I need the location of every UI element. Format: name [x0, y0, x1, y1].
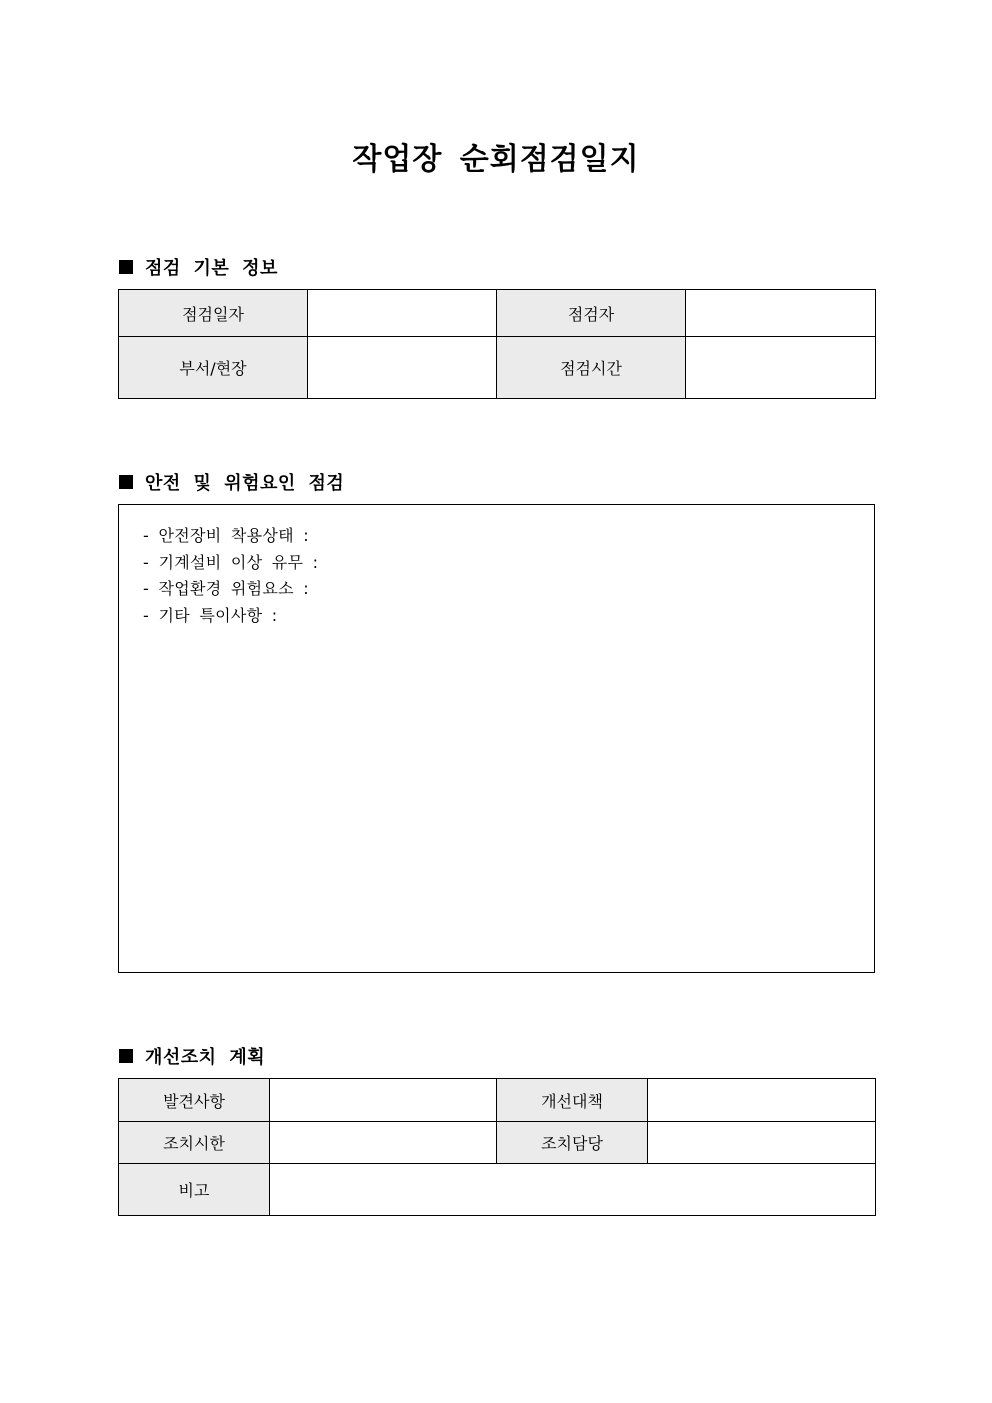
label-inspection-time: 점검시간: [497, 337, 686, 399]
improvement-table: [118, 1078, 876, 1216]
action-owner-field[interactable]: [648, 1122, 876, 1164]
section-heading-hazard-check: [119, 469, 344, 495]
table-row: [119, 1122, 876, 1164]
label-action-owner: 조치담당: [497, 1122, 648, 1164]
corrective-measures-field[interactable]: [648, 1079, 876, 1122]
action-deadline-field[interactable]: [270, 1122, 497, 1164]
label-inspector: 점검자: [497, 290, 686, 337]
label-department-site: 부서/현장: [119, 337, 308, 399]
table-row: [119, 290, 876, 337]
table-row: [119, 337, 876, 399]
section-heading-label: 개선조치 계획: [145, 1047, 266, 1068]
table-row: [119, 1079, 876, 1122]
hazard-check-list: [143, 523, 318, 630]
label-remarks: 비고: [119, 1164, 270, 1216]
black-square-icon: [119, 260, 133, 274]
remarks-field[interactable]: [270, 1164, 876, 1216]
findings-field[interactable]: [270, 1079, 497, 1122]
table-row: [119, 1164, 876, 1216]
label-inspection-date: 점검일자: [119, 290, 308, 337]
list-item: - 안전장비 착용상태 :: [143, 526, 309, 545]
inspection-time-field[interactable]: [686, 337, 876, 399]
hazard-check-box[interactable]: [118, 504, 875, 973]
label-findings: 발견사항: [119, 1079, 270, 1122]
section-heading-label: 점검 기본 정보: [145, 258, 278, 279]
black-square-icon: [119, 1049, 133, 1063]
section-heading-improvement: [119, 1043, 265, 1069]
list-item: - 기타 특이사항 :: [143, 606, 278, 626]
label-corrective-measures: 개선대책: [497, 1079, 648, 1122]
department-site-field[interactable]: [308, 337, 497, 399]
label-action-deadline: 조치시한: [119, 1122, 270, 1164]
inspector-field[interactable]: [686, 290, 876, 337]
section-heading-label: 안전 및 위험요인 점검: [145, 473, 345, 494]
list-item: - 작업환경 위험요소 :: [143, 579, 309, 599]
list-item: - 기계설비 이상 유무 :: [143, 552, 319, 572]
inspection-date-field[interactable]: [308, 290, 497, 337]
basic-info-table: [118, 289, 876, 399]
black-square-icon: [119, 475, 133, 489]
section-heading-basic-info: [119, 254, 278, 280]
page-title: 작업장 순회점검일지: [352, 142, 640, 177]
